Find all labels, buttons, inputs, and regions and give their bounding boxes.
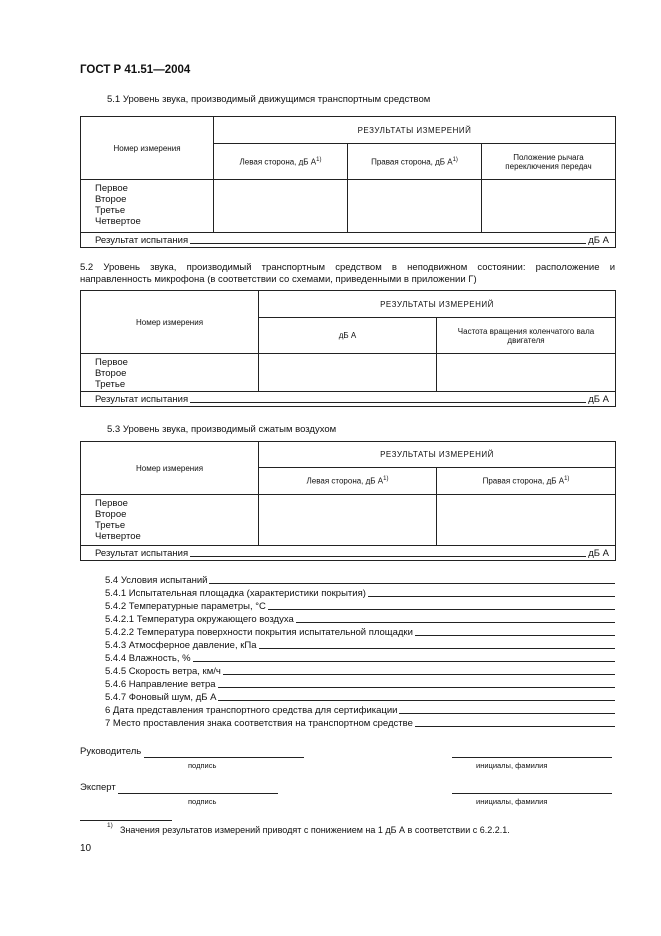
- input-cell-left[interactable]: [259, 495, 437, 546]
- page-number: 10: [80, 843, 92, 854]
- result-line[interactable]: [190, 547, 586, 557]
- test-result-row: Результат испытания дБ А: [81, 392, 616, 407]
- measurement-rows: Первое Второе Третье Четвертое: [81, 495, 259, 546]
- fill-line[interactable]: [218, 678, 615, 688]
- expert-signature-line[interactable]: [118, 793, 278, 794]
- col-right-side: Правая сторона, дБ $А^{1)}$: [348, 144, 482, 180]
- fill-line[interactable]: [259, 639, 615, 649]
- result-line[interactable]: [190, 393, 586, 403]
- table-5-1: [80, 116, 616, 248]
- test-result-row: Результат испытания дБ А: [81, 233, 616, 248]
- row-label-header: Номер измерения: [81, 442, 259, 495]
- col-engine-rpm: Частота вращения коленчатого вала двигателя: [437, 318, 616, 354]
- fill-line[interactable]: [223, 665, 615, 675]
- measurement-rows: Первое Второе Третье Четвертое: [81, 180, 214, 233]
- col-gear-lever: Положение рычага переключения передач: [482, 144, 616, 180]
- row-label-header: Номер измерения: [81, 291, 259, 354]
- head-label: Руководитель: [80, 746, 142, 757]
- fill-line[interactable]: [193, 652, 615, 662]
- col-db: дБ А: [259, 318, 437, 354]
- condition-5-4-3: 5.4.3 Атмосферное давление, кПа: [105, 639, 615, 651]
- condition-6: 6 Дата представления транспортного средства для сертификации: [105, 704, 615, 716]
- page-header: ГОСТ Р 41.51—2004: [80, 64, 191, 76]
- footnote-text: Значения результатов измерений приводят с понижением на 1 дБ А в соответствии с 6.2.2.1.: [120, 825, 510, 835]
- signature-caption: подпись: [188, 761, 217, 770]
- input-cell-rpm[interactable]: [437, 354, 616, 392]
- input-cell-left[interactable]: [214, 180, 348, 233]
- footnote-mark: 1): [107, 822, 113, 829]
- col-right-side: Правая сторона, дБ $А^{1)}$: [437, 468, 616, 495]
- results-header: РЕЗУЛЬТАТЫ ИЗМЕРЕНИЙ: [214, 117, 616, 144]
- result-line[interactable]: [190, 234, 586, 244]
- input-cell-db[interactable]: [259, 354, 437, 392]
- col-left-side: Левая сторона, дБ $А^{1)}$: [214, 144, 348, 180]
- name-caption: инициалы, фамилия: [476, 797, 548, 806]
- input-cell-right[interactable]: [437, 495, 616, 546]
- col-left-side: Левая сторона, дБ $А^{1)}$: [259, 468, 437, 495]
- fill-line[interactable]: [268, 600, 615, 610]
- results-header: РЕЗУЛЬТАТЫ ИЗМЕРЕНИЙ: [259, 442, 616, 468]
- input-cell-lever[interactable]: [482, 180, 616, 233]
- row-label-header: Номер измерения: [81, 117, 214, 180]
- section-5-3-title: 5.3 Уровень звука, производимый сжатым воздухом: [107, 424, 337, 435]
- table-5-2: [80, 290, 616, 407]
- section-5-1-title: 5.1 Уровень звука, производимый движущимся транспортным средством: [107, 94, 431, 105]
- fill-line[interactable]: [218, 691, 615, 701]
- fill-line[interactable]: [415, 626, 615, 636]
- expert-name-line[interactable]: [452, 793, 612, 794]
- condition-5-4-7: 5.4.7 Фоновый шум, дБ А: [105, 691, 615, 703]
- footnote-rule: [80, 820, 172, 821]
- condition-5-4-2: 5.4.2 Температурные параметры, °С: [105, 600, 615, 612]
- input-cell-right[interactable]: [348, 180, 482, 233]
- fill-line[interactable]: [415, 717, 615, 727]
- expert-label: Эксперт: [80, 782, 116, 793]
- condition-5-4-6: 5.4.6 Направление ветра: [105, 678, 615, 690]
- condition-5-4-1: 5.4.1 Испытательная площадка (характеристики покрытия): [105, 587, 615, 599]
- condition-7: 7 Место проставления знака соответствия на транспортном средстве: [105, 717, 615, 729]
- condition-5-4-2-2: 5.4.2.2 Температура поверхности покрытия испытательной площадки: [105, 626, 615, 638]
- section-5-2-title-line2: направленность микрофона (в соответствии со схемами, приведенными в приложении Г): [80, 274, 477, 285]
- fill-line[interactable]: [368, 587, 615, 597]
- measurement-rows: Первое Второе Третье: [81, 354, 259, 392]
- test-result-row: Результат испытания дБ А: [81, 546, 616, 561]
- signature-caption: подпись: [188, 797, 217, 806]
- condition-5-4-5: 5.4.5 Скорость ветра, км/ч: [105, 665, 615, 677]
- table-5-3: [80, 441, 616, 561]
- fill-line[interactable]: [296, 613, 615, 623]
- fill-line[interactable]: [209, 574, 615, 584]
- name-caption: инициалы, фамилия: [476, 761, 548, 770]
- results-header: РЕЗУЛЬТАТЫ ИЗМЕРЕНИЙ: [259, 291, 616, 318]
- head-name-line[interactable]: [452, 757, 612, 758]
- head-signature-line[interactable]: [144, 757, 304, 758]
- condition-5-4-2-1: 5.4.2.1 Температура окружающего воздуха: [105, 613, 615, 625]
- condition-5-4: 5.4 Условия испытаний: [105, 574, 615, 586]
- fill-line[interactable]: [399, 704, 615, 714]
- section-5-2-title-line1: 5.2 Уровень звука, производимый транспортным средством в неподвижном состоянии: расположение и: [80, 262, 615, 273]
- condition-5-4-4: 5.4.4 Влажность, %: [105, 652, 615, 664]
